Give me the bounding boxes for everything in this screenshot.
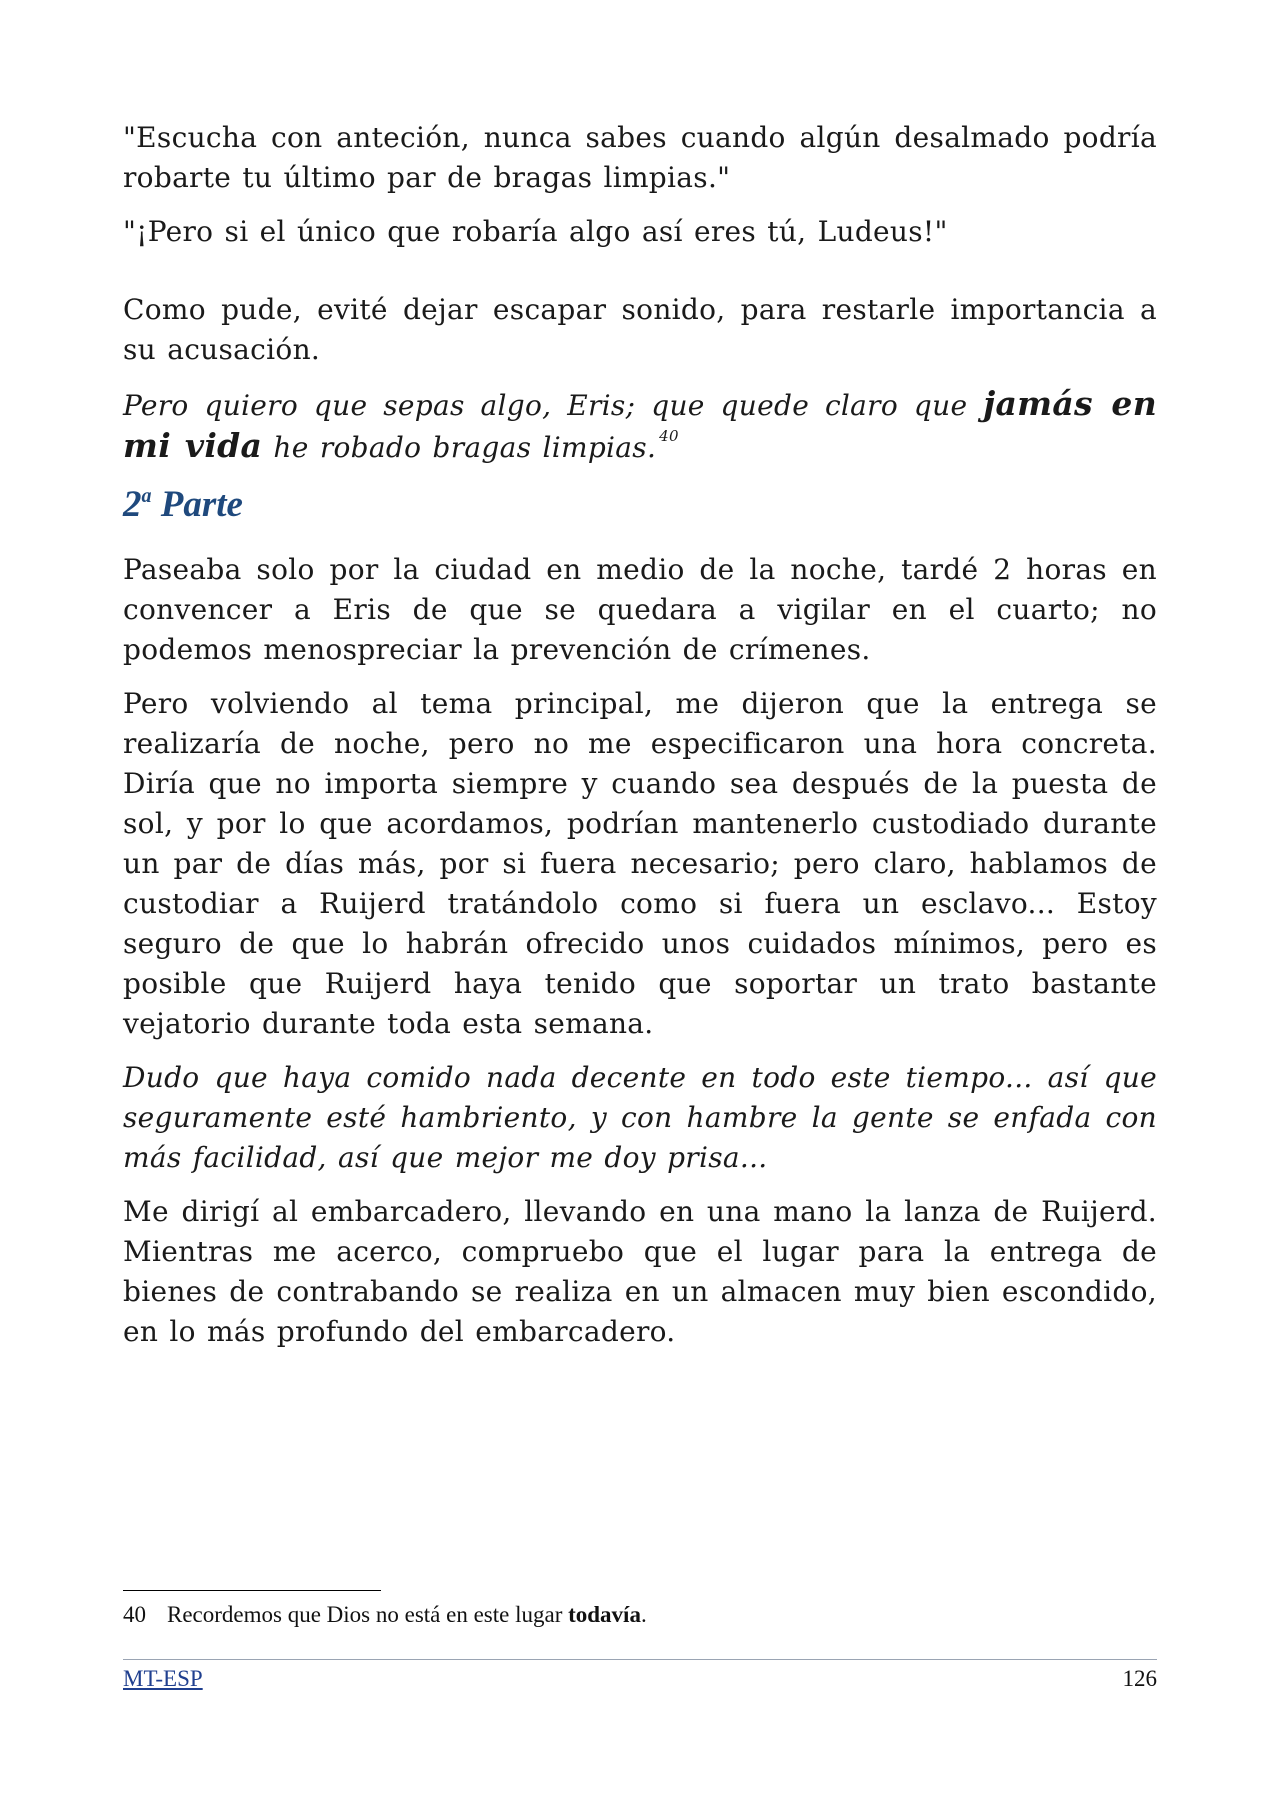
dialogue-paragraph-2: "¡Pero si el único que robaría algo así eres tú, Ludeus!" (123, 215, 948, 248)
footnote-reference[interactable]: 40 (659, 427, 679, 445)
section-title: Parte (151, 484, 243, 525)
footnote-bold: todavía (568, 1602, 641, 1627)
page-number: 126 (1122, 1666, 1157, 1691)
thought-paragraph-1 (123, 384, 1157, 468)
thought-text-before: Pero quiero que sepas algo, Eris; que quede claro que (123, 389, 984, 422)
footer-link[interactable]: MT-ESP (123, 1666, 203, 1691)
page-body (123, 118, 1157, 1366)
thought-emphasis: jamás en mi vida (123, 384, 1158, 465)
footnote-separator (123, 1590, 381, 1591)
thought-paragraph-2: Dudo que haya comido nada decente en todo este tiempo... así que seguramente esté hambriento, y con hambre la gente se enfada con más facilidad, así que mejor me doy prisa... (123, 1061, 1157, 1174)
narration-paragraph-3: Pero volviendo al tema principal, me dijeron que la entrega se realizaría de noche, pero no me especificaron una hora concreta. Diría que no importa siempre y cuando sea después de la puesta de sol, y por lo que acordamos, podrían mantenerlo custodiado durante un par de días más, por si fuera necesario; pero claro, hablamos de custodiar a Ruijerd tratándolo como si fuera un esclavo... Estoy seguro de que lo habrán ofrecido unos cuidados mínimos, pero es posible que Ruijerd haya tenido que soportar un trato bastante vejatorio durante toda esta semana. (123, 687, 1157, 1040)
footnote (123, 1599, 1157, 1631)
section-number: 2 (123, 484, 142, 525)
dialogue-paragraph-1: "Escucha con anteción, nunca sabes cuando algún desalmado podría robarte tu último par de bragas limpias." (123, 121, 1157, 194)
narration-paragraph-1: Como pude, evité dejar escapar sonido, para restarle importancia a su acusación. (123, 293, 1157, 366)
footer-divider (123, 1659, 1157, 1660)
section-heading (123, 482, 1157, 528)
section-ordinal: a (141, 485, 152, 507)
footnote-text: Recordemos que Dios no está en este lugar (167, 1602, 569, 1627)
narration-paragraph-2: Paseaba solo por la ciudad en medio de la noche, tardé 2 horas en convencer a Eris de que se quedara a vigilar en el cuarto; no podemos menospreciar la prevención de crímenes. (123, 553, 1157, 666)
narration-paragraph-4: Me dirigí al embarcadero, llevando en una mano la lanza de Ruijerd. Mientras me acerco, compruebo que el lugar para la entrega de bienes de contrabando se realiza en un almacen muy bien escondido, en lo más profundo del embarcadero. (123, 1195, 1157, 1348)
thought-text-after: he robado bragas limpias. (262, 431, 657, 464)
footnote-end: . (640, 1602, 647, 1627)
footnote-number: 40 (123, 1602, 146, 1627)
